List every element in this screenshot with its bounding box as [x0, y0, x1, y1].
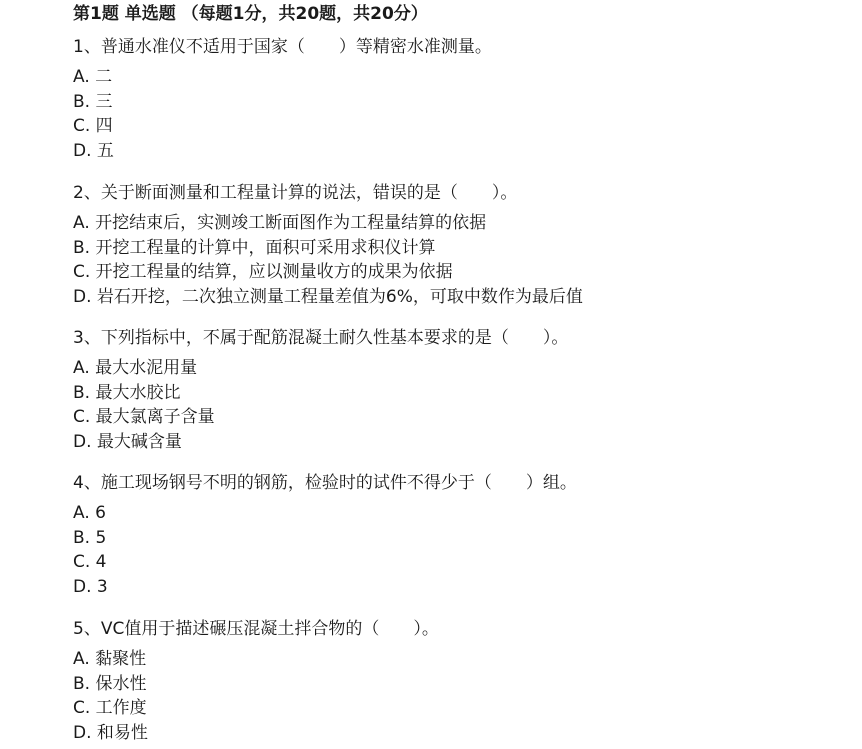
option-d[interactable]: D. 和易性 [73, 723, 148, 744]
option-c[interactable]: C. 开挖工程量的结算，应以测量收方的成果为依据 [73, 262, 453, 283]
option-b[interactable]: B. 最大水胶比 [73, 382, 181, 403]
option-b[interactable]: B. 三 [73, 91, 113, 112]
option-list [73, 356, 853, 455]
question-stem: 3、下列指标中，不属于配筋混凝土耐久性基本要求的是（ ）。 [73, 328, 569, 348]
option-d[interactable]: D. 五 [73, 141, 114, 162]
option-d[interactable]: D. 最大碱含量 [73, 432, 182, 453]
option-c[interactable]: C. 最大氯离子含量 [73, 407, 215, 428]
option-a[interactable]: A. 6 [73, 503, 106, 523]
option-list [73, 65, 853, 164]
option-a[interactable]: A. 开挖结束后，实测竣工断面图作为工程量结算的依据 [73, 213, 487, 233]
section-title: 第1题 单选题 （每题1分，共20题，共20分） [73, 4, 428, 24]
option-c[interactable]: C. 工作度 [73, 698, 147, 719]
question-1 [73, 36, 853, 164]
option-b[interactable]: B. 5 [73, 527, 107, 548]
question-stem: 1、普通水准仪不适用于国家（ ）等精密水准测量。 [73, 37, 492, 57]
option-a[interactable]: A. 最大水泥用量 [73, 358, 198, 378]
question-stem: 4、施工现场钢号不明的钢筋，检验时的试件不得少于（ ）组。 [73, 473, 577, 493]
question-4 [73, 472, 853, 600]
option-list [73, 647, 853, 746]
option-c[interactable]: C. 四 [73, 116, 113, 137]
option-list [73, 501, 853, 600]
option-d[interactable]: D. 岩石开挖，二次独立测量工程量差值为6%，可取中数作为最后值 [73, 287, 583, 308]
option-d[interactable]: D. 3 [73, 577, 108, 598]
option-c[interactable]: C. 4 [73, 552, 107, 573]
option-a[interactable]: A. 黏聚性 [73, 649, 147, 669]
option-b[interactable]: B. 保水性 [73, 673, 147, 694]
question-3 [73, 327, 853, 455]
question-5 [73, 618, 853, 746]
question-stem: 2、关于断面测量和工程量计算的说法，错误的是（ ）。 [73, 183, 518, 203]
option-list [73, 211, 853, 310]
question-stem: 5、VC值用于描述碾压混凝土拌合物的（ ）。 [73, 619, 439, 639]
option-b[interactable]: B. 开挖工程量的计算中，面积可采用求积仪计算 [73, 237, 436, 258]
option-a[interactable]: A. 二 [73, 67, 113, 87]
question-2 [73, 182, 853, 310]
